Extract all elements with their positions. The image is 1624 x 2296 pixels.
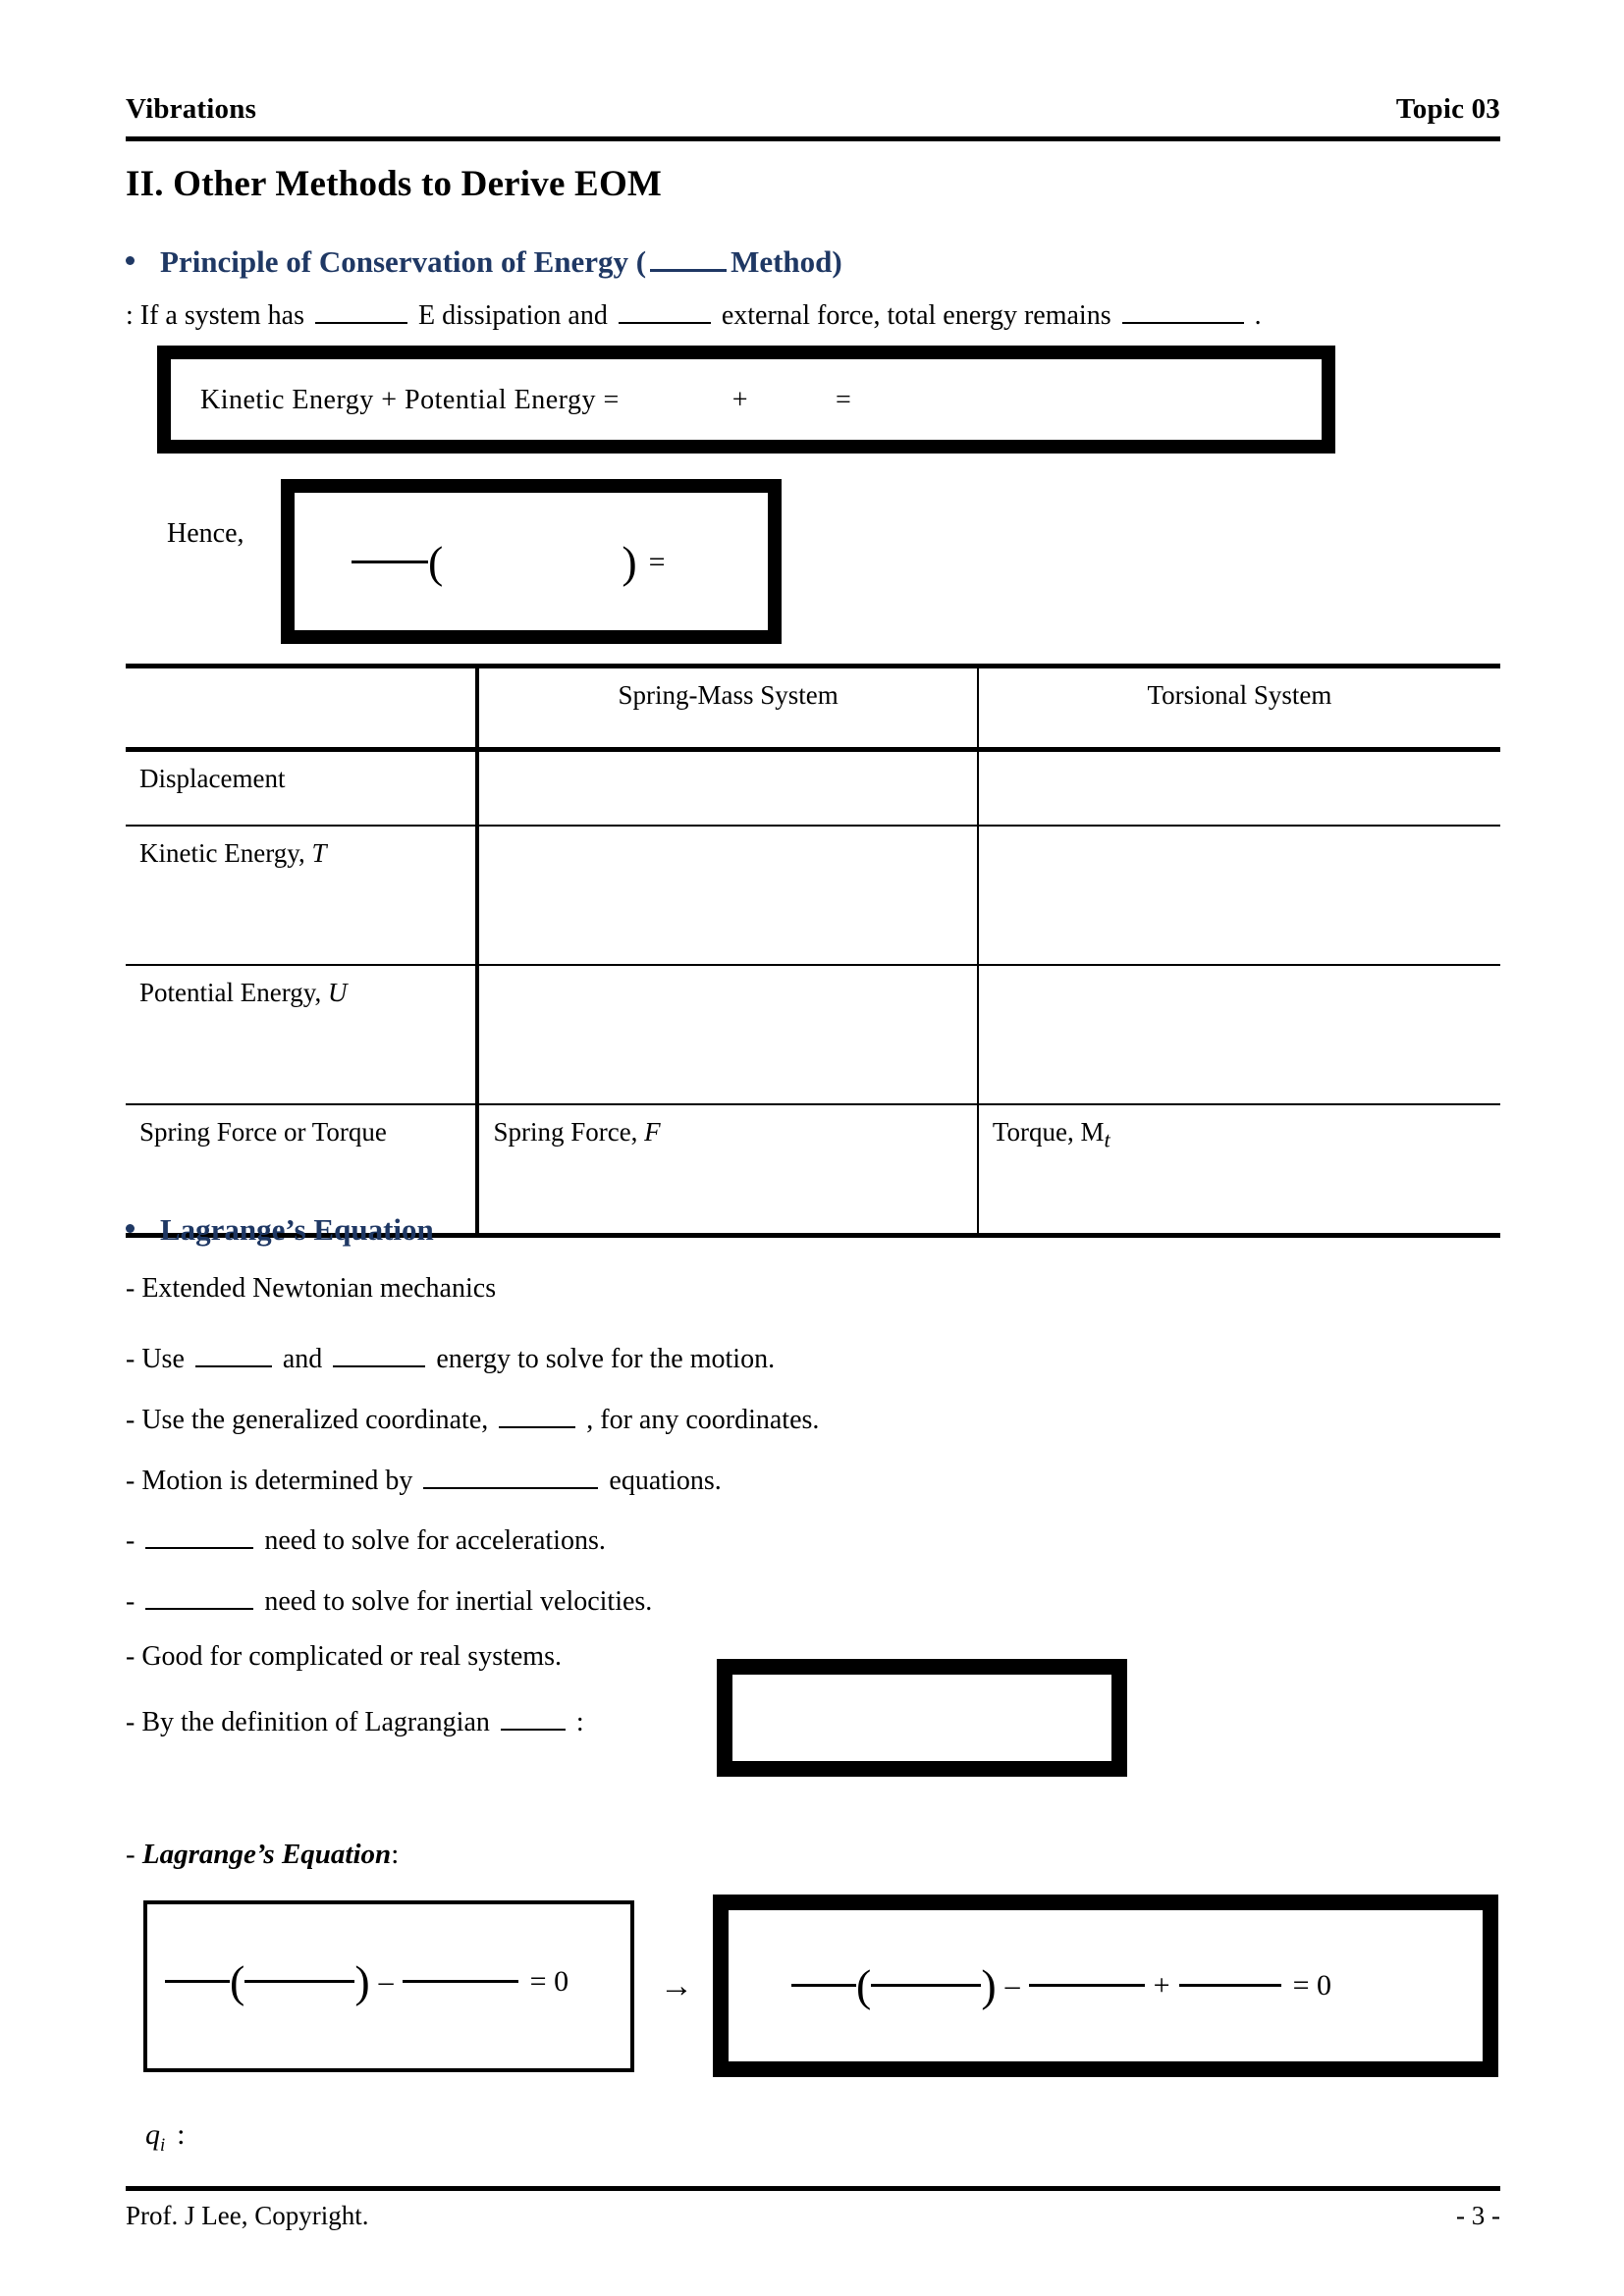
bullet-dot-icon-2 — [126, 1224, 135, 1233]
header-divider-rule — [126, 136, 1500, 141]
blank-fill-scalar — [423, 1460, 598, 1489]
lagrange-equation-box-right — [713, 1895, 1498, 2077]
energy-equation-equals: = — [836, 385, 852, 415]
blank-fill-no-external — [619, 294, 711, 324]
blank-fill-no-inertial — [145, 1580, 253, 1610]
page-footer — [126, 2201, 1500, 2231]
page-title: II. Other Methods to Derive EOM — [126, 164, 663, 204]
table-row-displacement — [126, 750, 1500, 827]
blank-fill-potential — [333, 1338, 425, 1367]
definition-part-a: : If a system has — [126, 300, 304, 331]
left-eq-second-fraction-bar — [403, 1980, 518, 1983]
lagrange-item-5b: need to solve for accelerations. — [264, 1525, 606, 1556]
lagrange-item-3a: - Use the generalized coordinate, — [126, 1405, 489, 1435]
left-eq-close-paren: ) — [354, 1956, 370, 2006]
footer-page-number: - 3 - — [1456, 2201, 1500, 2230]
fraction-bar-blank — [352, 561, 428, 563]
row-label-potential-symbol: U — [327, 978, 348, 1007]
lagrange-item-1: - Extended Newtonian mechanics — [126, 1273, 497, 1304]
cell-kinetic-torsional — [978, 826, 1500, 965]
footer-copyright: Prof. J Lee, Copyright. — [126, 2201, 369, 2230]
left-eq-open-paren: ( — [230, 1956, 245, 2006]
bullet-dot-icon — [126, 256, 135, 265]
cell-spring-force — [477, 1104, 977, 1236]
heading-text-suffix: Method) — [731, 244, 842, 279]
cell-torque-subscript: t — [1104, 1127, 1110, 1152]
lagrange-item-6b: need to solve for inertial velocities. — [264, 1586, 653, 1617]
cell-kinetic-spring — [477, 826, 977, 965]
lagrange-item-5 — [126, 1520, 606, 1557]
header-topic-label: Topic 03 — [1395, 93, 1500, 125]
lagrange-item-2 — [126, 1338, 775, 1375]
lagrange-equation-dash: - — [126, 1839, 142, 1870]
lagrange-item-5a: - — [126, 1525, 135, 1556]
definition-part-d: . — [1254, 300, 1262, 331]
blank-fill-no-dissipation — [315, 294, 407, 324]
table-header-torsional: Torsional System — [978, 667, 1500, 750]
right-eq-result: = 0 — [1292, 1968, 1331, 2002]
right-eq-close-paren: ) — [981, 1960, 997, 2010]
cell-torque-text: Torque, M — [992, 1117, 1105, 1147]
cell-displacement-torsional — [978, 750, 1500, 827]
blank-fill-kinetic — [195, 1338, 272, 1367]
blank-fill-lagrangian-symbol — [501, 1701, 566, 1731]
blank-fill-no-accel — [145, 1520, 253, 1549]
row-label-kinetic-text: Kinetic Energy, — [139, 838, 305, 868]
left-eq-outer-fraction-bar — [165, 1980, 230, 1983]
table-header-row — [126, 667, 1500, 750]
right-eq-plus: + — [1153, 1968, 1170, 2002]
definition-part-c: external force, total energy remains — [721, 300, 1111, 331]
lagrange-equation-subheading — [126, 1839, 399, 1871]
qi-symbol: q — [145, 2118, 160, 2151]
row-label-spring-force-torque: Spring Force or Torque — [126, 1104, 477, 1236]
lagrange-item-2c: energy to solve for the motion. — [436, 1344, 776, 1374]
lagrange-item-4b: equations. — [609, 1466, 722, 1496]
heading-lagranges-equation — [126, 1212, 434, 1248]
cell-potential-spring — [477, 965, 977, 1104]
open-paren: ( — [428, 537, 444, 587]
lagrange-item-4 — [126, 1460, 722, 1497]
hence-equals: = — [648, 545, 666, 578]
table-row-potential-energy — [126, 965, 1500, 1104]
row-label-potential-text: Potential Energy, — [139, 978, 322, 1007]
header-course-title: Vibrations — [126, 93, 257, 125]
implies-arrow-icon: → — [660, 1968, 693, 2004]
right-eq-second-fraction-bar — [1029, 1984, 1145, 1987]
lagrange-item-3b: , for any coordinates. — [586, 1405, 820, 1435]
left-eq-minus: – — [378, 1964, 394, 1998]
right-eq-third-fraction-bar — [1179, 1984, 1281, 1987]
right-eq-open-paren: ( — [856, 1960, 872, 2010]
qi-subscript: i — [160, 2135, 166, 2156]
system-comparison-table — [126, 664, 1500, 1238]
lagrange-item-2a: - Use — [126, 1344, 185, 1374]
lagrange-left-equation-content — [165, 1956, 569, 2006]
page-header — [126, 93, 1500, 126]
energy-equation-lhs: Kinetic Energy + Potential Energy = — [200, 385, 620, 415]
table-row-kinetic-energy — [126, 826, 1500, 965]
lagrange-item-4a: - Motion is determined by — [126, 1466, 413, 1496]
cell-displacement-spring — [477, 750, 977, 827]
blank-fill-constant — [1122, 294, 1244, 324]
energy-conservation-equation-box — [157, 346, 1335, 454]
lagrangian-definition-box — [717, 1659, 1127, 1777]
row-label-potential-energy — [126, 965, 477, 1104]
row-label-displacement: Displacement — [126, 750, 477, 827]
blank-fill-q — [499, 1399, 575, 1428]
definition-line — [126, 294, 1262, 332]
lagrange-equation-colon: : — [391, 1839, 400, 1870]
table-header-blank-cell — [126, 667, 477, 750]
right-eq-minus: – — [1004, 1968, 1020, 2002]
cell-spring-force-symbol: F — [644, 1117, 661, 1147]
heading-conservation-of-energy — [126, 239, 842, 280]
left-eq-result: = 0 — [529, 1964, 569, 1998]
cell-potential-torsional — [978, 965, 1500, 1104]
lagrange-item-8b: : — [575, 1707, 584, 1737]
cell-spring-force-text: Spring Force, — [493, 1117, 638, 1147]
qi-colon: : — [177, 2118, 186, 2151]
lagrange-equation-label: Lagrange’s Equation — [141, 1839, 392, 1870]
lagrange-equation-box-left — [143, 1900, 634, 2072]
footer-divider-rule — [126, 2186, 1500, 2191]
left-eq-inner-fraction-bar — [244, 1980, 354, 1983]
cell-torque — [978, 1104, 1500, 1236]
hence-derivative-equation-box — [281, 479, 782, 644]
definition-part-b: E dissipation and — [417, 300, 608, 331]
heading-lagrange-text: Lagrange’s Equation — [160, 1212, 434, 1247]
right-eq-inner-fraction-bar — [871, 1984, 981, 1987]
heading-text-prefix: Principle of Conservation of Energy ( — [160, 244, 647, 279]
blank-fill-method — [650, 239, 727, 272]
table-header-spring-mass: Spring-Mass System — [477, 667, 977, 750]
right-eq-outer-fraction-bar — [791, 1984, 856, 1987]
lagrange-item-8a: - By the definition of Lagrangian — [126, 1707, 490, 1737]
close-paren: ) — [622, 537, 637, 587]
generalized-coordinate-note — [145, 2118, 186, 2157]
hence-equation-content — [352, 537, 666, 587]
lagrange-item-3 — [126, 1399, 819, 1436]
row-label-kinetic-energy — [126, 826, 477, 965]
energy-equation-plus: + — [731, 385, 749, 415]
row-label-kinetic-symbol: T — [311, 838, 327, 868]
lagrange-item-2b: and — [282, 1344, 323, 1374]
lagrange-item-6 — [126, 1580, 652, 1618]
lagrange-right-equation-content — [791, 1960, 1331, 2010]
lagrange-item-7: - Good for complicated or real systems. — [126, 1641, 562, 1672]
lagrange-item-8 — [126, 1701, 584, 1738]
hence-label: Hence, — [167, 518, 244, 549]
lagrange-item-6a: - — [126, 1586, 135, 1617]
energy-equation-content — [200, 385, 851, 416]
